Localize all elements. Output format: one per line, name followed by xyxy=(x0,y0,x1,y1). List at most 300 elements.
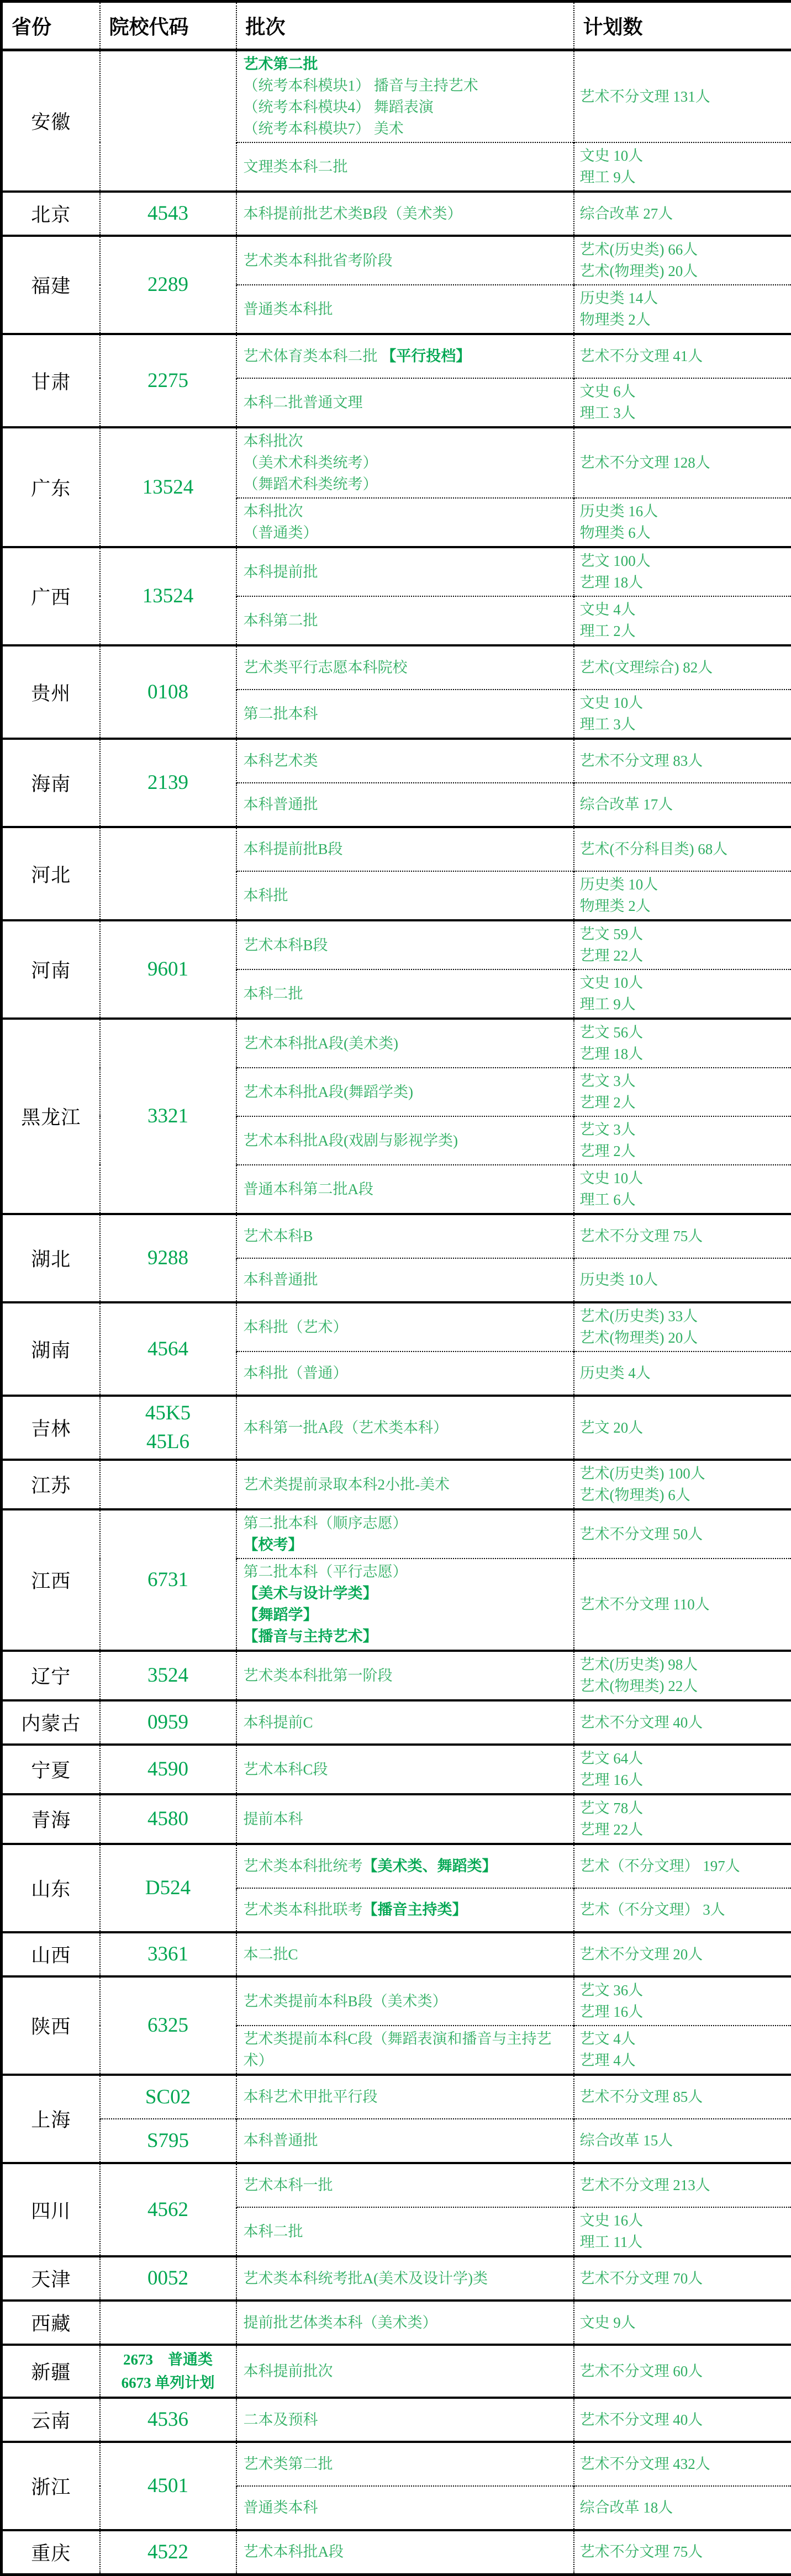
batch-text: 艺术类提前录取本科2小批-美术 xyxy=(244,1476,450,1493)
batch-text-bold: 【美术类、舞蹈类】 xyxy=(363,1858,497,1874)
batch-line xyxy=(244,1561,570,1583)
province-cell: 天津 xyxy=(2,2256,100,2301)
plan-line: 文史 9人 xyxy=(580,2312,788,2334)
plan-cell xyxy=(574,1116,791,1165)
code-line: 13524 xyxy=(104,582,233,611)
plan-line: 艺理 2人 xyxy=(580,1141,788,1162)
batch-text: （统考本科模块7） 美术 xyxy=(244,120,404,137)
province-cell: 湖北 xyxy=(2,1214,100,1302)
batch-text: 艺术类提前本科C段（舞蹈表演和播音与主持艺术） xyxy=(244,2031,552,2069)
batch-text: 艺术类本科批省考阶段 xyxy=(244,252,393,269)
plan-line: 历史类 4人 xyxy=(580,1363,788,1384)
code-cell xyxy=(100,2442,236,2530)
province-cell: 新疆 xyxy=(2,2345,100,2398)
plan-line: 艺文 59人 xyxy=(580,924,788,945)
batch-text-bold: 【播音与主持艺术】 xyxy=(244,1628,378,1645)
batch-cell xyxy=(236,1745,574,1794)
plan-cell xyxy=(574,783,791,827)
code-line: 6731 xyxy=(104,1566,233,1594)
table-row xyxy=(2,1019,791,1068)
plan-line: 理工 3人 xyxy=(580,714,788,735)
code-line: 2275 xyxy=(104,367,233,395)
batch-text: 本科批（普通） xyxy=(244,1365,348,1381)
province-cell: 广东 xyxy=(2,427,100,547)
batch-line xyxy=(244,1417,570,1439)
batch-text: 本科艺术甲批平行段 xyxy=(244,2089,378,2105)
batch-cell xyxy=(236,645,574,690)
batch-line xyxy=(244,522,570,544)
code-line: 4536 xyxy=(104,2405,233,2434)
plan-line: 综合改革 27人 xyxy=(580,203,788,225)
plan-cell xyxy=(574,1976,791,2026)
plan-cell xyxy=(574,2486,791,2530)
table-header xyxy=(2,2,791,50)
code-cell xyxy=(100,2301,236,2345)
province-cell: 浙江 xyxy=(2,2442,100,2530)
plan-cell xyxy=(574,50,791,143)
table-row xyxy=(2,1214,791,1258)
province-cell: 辽宁 xyxy=(2,1651,100,1700)
batch-line xyxy=(244,1269,570,1291)
plan-line: 综合改革 17人 xyxy=(580,794,788,815)
batch-cell xyxy=(236,1559,574,1651)
batch-line xyxy=(244,1665,570,1687)
province-cell: 山东 xyxy=(2,1844,100,1932)
plan-line: 艺术不分文理 40人 xyxy=(580,2409,788,2431)
plan-line: 文史 4人 xyxy=(580,599,788,621)
table-row xyxy=(2,1509,791,1559)
code-cell xyxy=(100,1396,236,1460)
plan-cell xyxy=(574,1214,791,1258)
table-row xyxy=(2,2301,791,2345)
province-cell: 黑龙江 xyxy=(2,1019,100,1214)
plan-line: 文史 10人 xyxy=(580,1168,788,1189)
province-cell: 山西 xyxy=(2,1932,100,1976)
batch-cell xyxy=(236,2075,574,2119)
batch-text: （舞蹈术科类统考） xyxy=(244,476,378,492)
plan-cell xyxy=(574,1351,791,1396)
plan-cell xyxy=(574,920,791,969)
batch-line xyxy=(244,2268,570,2289)
plan-line: 艺理 2人 xyxy=(580,1092,788,1114)
batch-line xyxy=(244,1226,570,1247)
batch-cell xyxy=(236,1700,574,1745)
header-province: 省份 xyxy=(2,2,100,50)
batch-text: 本科二批普通文理 xyxy=(244,394,363,411)
batch-cell xyxy=(236,1258,574,1302)
batch-text: 提前批艺体类本科（美术类） xyxy=(244,2314,437,2331)
table-row xyxy=(2,2075,791,2119)
batch-cell xyxy=(236,2026,574,2075)
province-cell: 广西 xyxy=(2,547,100,645)
code-line: 4543 xyxy=(104,199,233,228)
batch-line xyxy=(244,1082,570,1103)
province-cell: 宁夏 xyxy=(2,1745,100,1794)
batch-text: 本科普通批 xyxy=(244,2132,318,2149)
plan-line: 艺术(历史类) 98人 xyxy=(580,1654,788,1676)
table-row xyxy=(2,2345,791,2398)
province-cell: 河北 xyxy=(2,827,100,920)
code-cell xyxy=(100,1019,236,1214)
batch-line xyxy=(244,250,570,272)
plan-cell xyxy=(574,1258,791,1302)
plan-line: 历史类 10人 xyxy=(580,1269,788,1291)
plan-cell xyxy=(574,739,791,783)
batch-text: 本科批 xyxy=(244,887,288,904)
province-cell: 甘肃 xyxy=(2,334,100,427)
header-code: 院校代码 xyxy=(100,2,236,50)
province-cell: 河南 xyxy=(2,920,100,1019)
batch-text: 艺术类本科批第一阶段 xyxy=(244,1667,393,1684)
batch-cell xyxy=(236,1888,574,1932)
table-body xyxy=(2,50,791,2575)
batch-text: 艺术类平行志愿本科院校 xyxy=(244,659,408,676)
batch-cell xyxy=(236,596,574,645)
batch-line xyxy=(244,392,570,414)
code-line: 0052 xyxy=(104,2264,233,2293)
plan-line: 艺术(物理类) 6人 xyxy=(580,1485,788,1506)
table-row xyxy=(2,1396,791,1460)
batch-text: 本科普通批 xyxy=(244,1271,318,1288)
plan-line: 理工 11人 xyxy=(580,2232,788,2253)
code-cell xyxy=(100,1651,236,1700)
plan-line: 艺术(历史类) 33人 xyxy=(580,1306,788,1327)
batch-line xyxy=(244,657,570,679)
plan-line: 物理类 2人 xyxy=(580,309,788,331)
province-cell: 重庆 xyxy=(2,2530,100,2574)
batch-cell xyxy=(236,2163,574,2207)
batch-cell xyxy=(236,142,574,192)
batch-line xyxy=(244,299,570,320)
batch-line xyxy=(244,885,570,907)
table-row xyxy=(2,827,791,871)
batch-line xyxy=(244,118,570,140)
batch-text: （普通类） xyxy=(244,524,318,541)
batch-line xyxy=(244,750,570,772)
batch-line xyxy=(244,1604,570,1626)
batch-text: 本科批（艺术） xyxy=(244,1319,348,1335)
plan-line: 艺术（不分文理） 3人 xyxy=(580,1899,788,1921)
batch-line xyxy=(244,794,570,815)
code-cell xyxy=(100,645,236,739)
batch-text: 艺术体育类本科二批 xyxy=(244,348,382,364)
plan-line: 艺文 3人 xyxy=(580,1070,788,1092)
code-cell xyxy=(100,1976,236,2075)
batch-cell xyxy=(236,498,574,547)
province-cell: 云南 xyxy=(2,2398,100,2442)
province-cell: 福建 xyxy=(2,236,100,334)
batch-line xyxy=(244,2497,570,2519)
plan-line: 文史 10人 xyxy=(580,145,788,167)
plan-line: 理工 9人 xyxy=(580,167,788,188)
batch-text: 本科提前批次 xyxy=(244,2363,333,2379)
batch-cell xyxy=(236,1976,574,2026)
plan-cell xyxy=(574,192,791,236)
plan-cell xyxy=(574,1019,791,1068)
province-cell: 贵州 xyxy=(2,645,100,739)
code-cell xyxy=(100,2398,236,2442)
province-cell: 四川 xyxy=(2,2163,100,2256)
plan-line: 艺文 4人 xyxy=(580,2028,788,2050)
plan-line: 物理类 2人 xyxy=(580,895,788,917)
table-row xyxy=(2,2398,791,2442)
plan-cell xyxy=(574,596,791,645)
plan-line: 艺术不分文理 213人 xyxy=(580,2175,788,2196)
plan-cell xyxy=(574,334,791,378)
batch-text: 普通类本科批 xyxy=(244,301,333,317)
batch-line xyxy=(244,935,570,956)
batch-line xyxy=(244,1991,570,2012)
plan-line: 艺理 4人 xyxy=(580,2050,788,2071)
code-line: 2139 xyxy=(104,768,233,797)
table-row xyxy=(2,2442,791,2486)
table-row xyxy=(2,2256,791,2301)
batch-line xyxy=(244,1856,570,1877)
batch-cell xyxy=(236,547,574,596)
header-batch: 批次 xyxy=(236,2,574,50)
code-cell xyxy=(100,1302,236,1396)
code-line: 2289 xyxy=(104,271,233,299)
batch-text: （统考本科模块1） 播音与主持艺术 xyxy=(244,77,478,94)
batch-cell xyxy=(236,1396,574,1460)
batch-text: 艺术本科B段 xyxy=(244,937,328,953)
batch-line xyxy=(244,839,570,860)
batch-cell xyxy=(236,2345,574,2398)
batch-text: 文理类本科二批 xyxy=(244,158,348,175)
batch-line xyxy=(244,1809,570,1830)
province-cell: 上海 xyxy=(2,2075,100,2163)
batch-text: 第二批本科 xyxy=(244,706,318,722)
batch-line xyxy=(244,2175,570,2196)
batch-text: 本科提前批艺术类B段（美术类） xyxy=(244,205,462,222)
table-row xyxy=(2,920,791,969)
plan-line: 艺理 22人 xyxy=(580,1819,788,1841)
batch-text: 艺术本科C段 xyxy=(244,1761,328,1778)
batch-text: 艺术本科批A段 xyxy=(244,2543,344,2560)
plan-line: 综合改革 18人 xyxy=(580,2497,788,2519)
province-cell: 安徽 xyxy=(2,50,100,192)
plan-cell xyxy=(574,2398,791,2442)
batch-cell xyxy=(236,334,574,378)
code-cell xyxy=(100,920,236,1019)
table-row xyxy=(2,547,791,596)
code-cell xyxy=(100,1700,236,1745)
code-line: 4580 xyxy=(104,1805,233,1833)
plan-cell xyxy=(574,1932,791,1976)
batch-text: 本科提前批B段 xyxy=(244,841,343,857)
province-cell: 西藏 xyxy=(2,2301,100,2345)
header-plan: 计划数 xyxy=(574,2,791,50)
batch-text: 本二批C xyxy=(244,1946,298,1963)
batch-line xyxy=(244,97,570,118)
code-cell: SC02 xyxy=(100,2075,236,2119)
plan-line: 艺文 56人 xyxy=(580,1022,788,1043)
code-line: 9601 xyxy=(104,955,233,984)
province-cell: 海南 xyxy=(2,739,100,827)
batch-cell xyxy=(236,690,574,739)
province-cell: 湖南 xyxy=(2,1302,100,1396)
batch-cell xyxy=(236,50,574,143)
batch-line xyxy=(244,703,570,725)
plan-cell xyxy=(574,1651,791,1700)
batch-cell xyxy=(236,969,574,1019)
batch-line xyxy=(244,610,570,632)
batch-text: 第二批本科（平行志愿） xyxy=(244,1563,408,1580)
table-row xyxy=(2,645,791,690)
plan-line: 艺术(历史类) 100人 xyxy=(580,1463,788,1485)
plan-line: 物理类 6人 xyxy=(580,522,788,544)
code-cell xyxy=(100,192,236,236)
code-line: D524 xyxy=(104,1874,233,1902)
table-row xyxy=(2,1844,791,1888)
plan-cell xyxy=(574,1509,791,1559)
table-row xyxy=(2,1700,791,1745)
batch-text-bold: 【美术与设计学类】 xyxy=(244,1585,378,1602)
batch-line xyxy=(244,1363,570,1384)
batch-line xyxy=(244,452,570,474)
plan-cell xyxy=(574,236,791,285)
plan-cell xyxy=(574,378,791,427)
batch-line xyxy=(244,2086,570,2108)
plan-line: 艺理 18人 xyxy=(580,1043,788,1065)
code-line: 6325 xyxy=(104,2011,233,2040)
batch-line xyxy=(244,1317,570,1338)
code-cell xyxy=(100,334,236,427)
batch-line xyxy=(244,1033,570,1054)
plan-cell xyxy=(574,969,791,1019)
batch-cell xyxy=(236,1116,574,1165)
plan-line: 艺术(物理类) 20人 xyxy=(580,1327,788,1349)
table-row xyxy=(2,2119,791,2163)
table-row xyxy=(2,236,791,285)
code-line: 3361 xyxy=(104,1940,233,1969)
batch-text: 本科批次 xyxy=(244,503,303,520)
batch-line xyxy=(244,1626,570,1647)
batch-line xyxy=(244,2312,570,2334)
batch-text: 艺术类本科批统考 xyxy=(244,1858,363,1874)
batch-text: 艺术类第二批 xyxy=(244,2456,333,2472)
plan-line: 艺理 16人 xyxy=(580,1769,788,1791)
code-cell xyxy=(100,236,236,334)
batch-text: 普通本科第二批A段 xyxy=(244,1181,374,1197)
plan-cell xyxy=(574,498,791,547)
plan-line: 艺文 36人 xyxy=(580,1980,788,2001)
code-line: 4562 xyxy=(104,2196,233,2224)
code-cell xyxy=(100,2530,236,2574)
batch-line xyxy=(244,203,570,225)
code-line: 6673 单列计划 xyxy=(104,2371,233,2394)
table-row xyxy=(2,1976,791,2026)
code-cell xyxy=(100,739,236,827)
batch-cell xyxy=(236,2207,574,2256)
batch-text: 艺术本科一批 xyxy=(244,2177,333,2193)
code-line: 4564 xyxy=(104,1335,233,1364)
batch-cell xyxy=(236,871,574,920)
plan-line: 艺术不分文理 85人 xyxy=(580,2086,788,2108)
plan-line: 艺术不分文理 75人 xyxy=(580,2541,788,2563)
batch-cell xyxy=(236,2530,574,2574)
plan-line: 艺术(历史类) 66人 xyxy=(580,239,788,261)
batch-cell xyxy=(236,1068,574,1116)
plan-cell xyxy=(574,1559,791,1651)
table-row xyxy=(2,1932,791,1976)
batch-cell xyxy=(236,285,574,334)
table-row xyxy=(2,1745,791,1794)
plan-line: 历史类 10人 xyxy=(580,874,788,895)
batch-cell xyxy=(236,1019,574,1068)
plan-line: 艺术（不分文理） 197人 xyxy=(580,1856,788,1877)
batch-text-bold: 艺术第二批 xyxy=(244,56,318,72)
plan-cell xyxy=(574,690,791,739)
batch-text: 本科提前批 xyxy=(244,564,318,580)
batch-line xyxy=(244,1130,570,1152)
plan-line: 艺术不分文理 20人 xyxy=(580,1944,788,1965)
batch-text-bold: 【平行投档】 xyxy=(381,348,471,364)
batch-line xyxy=(244,1513,570,1534)
plan-line: 艺术(不分科目类) 68人 xyxy=(580,839,788,860)
batch-cell xyxy=(236,2442,574,2486)
code-cell xyxy=(100,50,236,192)
batch-line xyxy=(244,2361,570,2382)
batch-cell xyxy=(236,739,574,783)
batch-line xyxy=(244,1583,570,1604)
batch-line xyxy=(244,2409,570,2431)
batch-text: 提前本科 xyxy=(244,1811,303,1827)
batch-text: 第二批本科（顺序志愿） xyxy=(244,1515,408,1531)
code-cell xyxy=(100,827,236,920)
plan-cell xyxy=(574,871,791,920)
batch-text: 艺术本科B xyxy=(244,1228,313,1244)
batch-text-bold: 【舞蹈学】 xyxy=(244,1607,318,1623)
plan-cell xyxy=(574,2256,791,2301)
batch-text: 本科二批 xyxy=(244,985,303,1002)
batch-line xyxy=(244,2541,570,2563)
plan-cell xyxy=(574,2026,791,2075)
batch-cell xyxy=(236,378,574,427)
plan-line: 艺文 78人 xyxy=(580,1798,788,1819)
code-cell xyxy=(100,1932,236,1976)
batch-cell xyxy=(236,1214,574,1258)
batch-text: 艺术类本科批联考 xyxy=(244,1901,363,1918)
table-row xyxy=(2,50,791,143)
batch-line xyxy=(244,1712,570,1734)
batch-line xyxy=(244,501,570,522)
plan-line: 理工 9人 xyxy=(580,994,788,1015)
batch-cell xyxy=(236,2486,574,2530)
plan-cell xyxy=(574,2301,791,2345)
plan-cell xyxy=(574,645,791,690)
batch-text: （统考本科模块4） 舞蹈表演 xyxy=(244,99,434,115)
plan-line: 理工 2人 xyxy=(580,621,788,642)
code-cell xyxy=(100,1794,236,1844)
code-line: 4522 xyxy=(104,2538,233,2567)
plan-line: 综合改革 15人 xyxy=(580,2130,788,2151)
batch-cell xyxy=(236,236,574,285)
batch-cell xyxy=(236,783,574,827)
plan-cell xyxy=(574,2207,791,2256)
batch-cell xyxy=(236,192,574,236)
batch-cell xyxy=(236,1794,574,1844)
code-cell xyxy=(100,1460,236,1509)
plan-line: 理工 6人 xyxy=(580,1189,788,1211)
plan-line: 艺术不分文理 432人 xyxy=(580,2453,788,2475)
plan-cell xyxy=(574,1888,791,1932)
batch-cell xyxy=(236,2301,574,2345)
code-line: 0959 xyxy=(104,1708,233,1737)
plan-cell xyxy=(574,2530,791,2574)
batch-text-bold: 【播音主持类】 xyxy=(363,1901,467,1918)
province-cell: 青海 xyxy=(2,1794,100,1844)
